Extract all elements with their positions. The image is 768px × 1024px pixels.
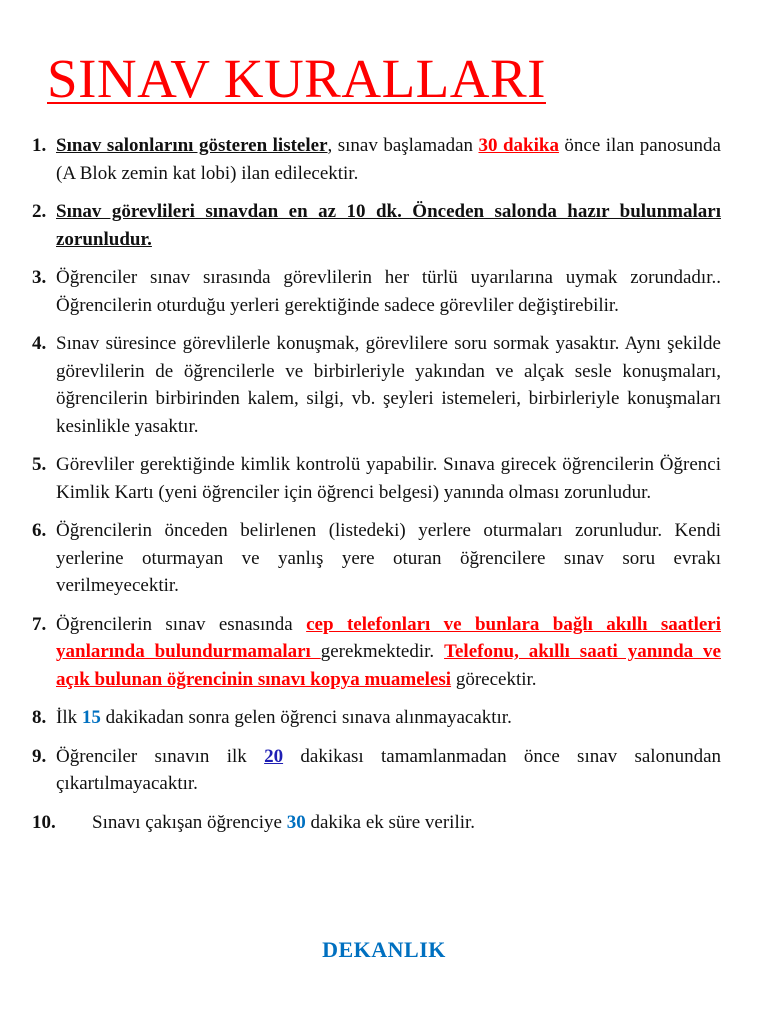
- rule-number: 6.: [32, 520, 47, 541]
- rule-item: [32, 330, 721, 440]
- rule-text: Öğrencilerin önceden belirlenen (listedeki) yerlere oturmaları zorunludur. Kendi yerlerine oturmayan ve yanlış yere oturan öğrencilere sınav soru evrakı verilmeyecektir.: [56, 520, 721, 596]
- rule-text: Öğrenciler sınavın ilk: [56, 745, 265, 767]
- rule-text: İlk: [56, 707, 82, 728]
- rule-item: [32, 704, 721, 732]
- rule-number: 10.: [32, 811, 56, 833]
- rules-list: [32, 132, 721, 847]
- rule-emphasis: 30: [286, 811, 306, 833]
- rule-emphasis: Sınav görevlileri sınavdan en az 10 dk. Önceden salonda hazır bulunmaları zorunludur.: [56, 201, 721, 250]
- rule-text: görecektir.: [451, 668, 537, 690]
- rule-emphasis: Sınav salonlarını gösteren listeler: [56, 135, 328, 156]
- rule-text: dakika ek süre verilir.: [305, 811, 476, 833]
- rule-text: önce ilan panosunda (A Blok zemin kat lobi) ilan edilecektir.: [56, 135, 721, 184]
- rule-text: , sınav başlamadan: [327, 135, 479, 156]
- rule-text: Görevliler gerektiğinde kimlik kontrolü yapabilir. Sınava girecek öğrencilerin Öğrenci Kimlik Kartı (yeni öğrenciler için öğrenci belgesi) yanında olması zorunludur.: [56, 454, 721, 503]
- rule-emphasis: cep telefonları ve bunlara bağlı akıllı saatleri yanlarında bulundurmamaları: [56, 613, 721, 662]
- rule-emphasis: 15: [81, 707, 101, 728]
- rule-number: 1.: [32, 135, 47, 156]
- rule-item: [32, 743, 721, 798]
- rule-number: 9.: [32, 745, 47, 767]
- rule-text: Öğrencilerin sınav esnasında: [56, 613, 307, 635]
- rule-number: 4.: [32, 333, 47, 354]
- rule-text: Öğrenciler sınav sırasında görevlilerin her türlü uyarılarına uymak zorundadır.. Öğrencilerin oturduğu yerleri gerektiğinde sadece görevliler değiştirebilir.: [56, 267, 721, 316]
- rule-number: 5.: [32, 454, 47, 475]
- rule-text: dakikası tamamlanmadan önce sınav salonundan çıkartılmayacaktır.: [56, 745, 721, 794]
- rule-item: [32, 517, 721, 600]
- rule-emphasis: 20: [264, 745, 284, 767]
- rule-item: [32, 451, 721, 506]
- rule-text: Sınav süresince görevlilerle konuşmak, görevlilere soru sormak yasaktır. Aynı şekilde görevlilerin de öğrencilerle ve birbirleriyle yakından ve alçak sesle konuşmaları, öğrencilerin birbirinden kalem, silgi, vb. şeyleri istemeleri, birbirleriyle konuşmaları kesinlikle yasaktır.: [56, 333, 721, 437]
- rule-emphasis: 30 dakika: [478, 135, 559, 156]
- rule-text: dakikadan sonra gelen öğrenci sınava alınmayacaktır.: [100, 707, 512, 728]
- rule-emphasis: Telefonu, akıllı saati yanında ve açık bulunan öğrencinin sınavı kopya muamelesi: [56, 641, 721, 690]
- rule-number: 2.: [32, 201, 47, 222]
- rule-item: [32, 198, 721, 253]
- rule-number: 8.: [32, 707, 47, 728]
- rule-item: [32, 611, 721, 694]
- rule-item: [32, 809, 721, 837]
- page-title: SINAV KURALLARI: [47, 48, 546, 109]
- rule-number: 3.: [32, 267, 47, 288]
- rule-item: [32, 132, 721, 187]
- rule-text: gerekmektedir.: [320, 641, 445, 662]
- signature: DEKANLIK: [322, 937, 446, 962]
- rule-text: Sınavı çakışan öğrenciye: [92, 811, 287, 833]
- rule-number: 7.: [32, 613, 47, 635]
- rule-item: [32, 264, 721, 319]
